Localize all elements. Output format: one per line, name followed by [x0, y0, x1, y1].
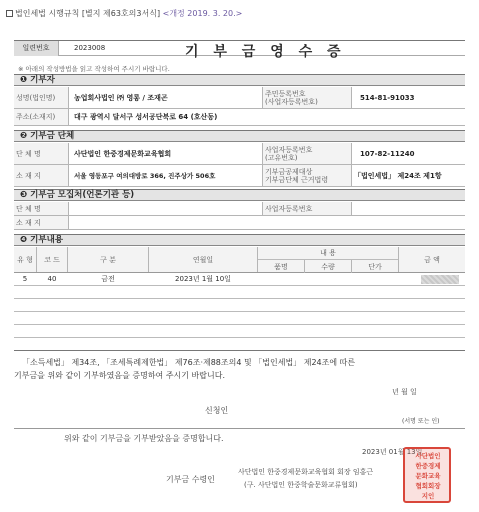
donor-name-row	[14, 87, 465, 109]
row-type: 5	[22, 275, 28, 283]
checkbox-icon	[6, 10, 13, 17]
official-seal-stamp: 사단법인 한중경제 문화교육 협회회장 지인	[403, 447, 451, 503]
donor-name-label: 성명(법인명)	[14, 87, 68, 108]
serial-label: 일련번호	[14, 41, 59, 56]
receiver-name: 사단법인 한중경제문화교육협회 회장 임홍근	[238, 468, 374, 476]
donor-section-title: ❶ 기부자	[14, 74, 465, 86]
table-row	[14, 286, 465, 299]
donor-address-row	[14, 109, 465, 126]
applicant-label: 신청인	[205, 406, 229, 415]
row-code: 40	[47, 275, 57, 283]
agency-address-row	[14, 216, 465, 230]
recipient-name-row	[14, 143, 465, 165]
recipient-address-row	[14, 165, 465, 187]
redacted-amount	[421, 275, 459, 284]
signature-note: (서명 또는 인)	[402, 418, 440, 425]
recipient-reg-label: 사업자등록번호 (고유번호)	[263, 143, 351, 164]
row-date: 2023년 1월 10일	[175, 275, 231, 283]
donor-id-label: 주민등록번호 (사업자등록번호)	[263, 87, 351, 108]
notice-text: ※ 아래의 작성방법을 읽고 작성하여 주시기 바랍니다.	[18, 65, 170, 73]
recipient-address-label: 소 재 지	[14, 165, 68, 186]
col-item: 품명	[274, 262, 288, 271]
recipient-basis-label: 기부금공제대상 기부금단체 근거법령	[263, 165, 351, 186]
recipient-basis-value: 「법인세법」 제24조 제1항	[354, 171, 442, 180]
law-reference: 법인세법 시행규칙 [별지 제63호의3서식]	[15, 9, 161, 18]
certification-text	[14, 356, 465, 382]
recipient-name-label: 단 체 명	[14, 143, 68, 164]
table-row	[14, 273, 465, 286]
donor-address-label: 주소(소재지)	[14, 109, 68, 125]
agency-section-title: ❸ 기부금 모집처(언론기관 등)	[14, 189, 465, 201]
divider	[14, 428, 465, 429]
donations-section-title: ❹ 기부내용	[14, 234, 465, 246]
recipient-name-value: 사단법인 한중경제문화교육협회	[74, 149, 172, 158]
col-date: 연월일	[192, 255, 214, 264]
receipt-date: 2023년 01월 13일	[362, 448, 423, 456]
row-category: 금전	[101, 275, 115, 283]
agency-name-label: 단 체 명	[14, 202, 68, 215]
donor-address-value: 대구 광역시 달서구 성서공단북로 64 (호산동)	[74, 113, 218, 121]
col-quantity: 수량	[321, 262, 335, 271]
receiver-former-name: (구. 사단법인 한중학술문화교류협회)	[244, 481, 358, 489]
recipient-reg-value: 107-82-11240	[360, 149, 415, 158]
table-row	[14, 325, 465, 338]
col-code: 코 드	[44, 255, 60, 264]
agency-reg-label: 사업자등록번호	[263, 202, 351, 215]
col-amount: 금 액	[424, 255, 440, 264]
donor-name-value: 농업회사법인 ㈜ 영롱 / 조재곤	[74, 93, 168, 102]
donor-id-value: 514-81-91033	[360, 93, 415, 102]
table-row	[14, 312, 465, 325]
receipt-statement: 위와 같이 기부금을 기부받았음을 증명합니다.	[64, 434, 224, 443]
agency-name-row	[14, 202, 465, 216]
recipient-address-value: 서울 영등포구 여의대방로 366, 진주상가 506호	[74, 172, 216, 180]
col-category: 구 분	[100, 255, 116, 264]
receiver-label: 기부금 수령인	[166, 475, 215, 484]
table-row	[14, 299, 465, 312]
document-title: 기 부 금 영 수 증	[185, 44, 346, 60]
col-unit-price: 단가	[368, 262, 382, 271]
recipient-section-title: ❷ 기부금 단체	[14, 130, 465, 142]
revision-date: <개정 2019. 3. 20.>	[162, 9, 243, 18]
col-type: 유 형	[17, 255, 33, 264]
agency-address-label: 소 재 지	[14, 216, 68, 229]
donations-table-header	[14, 247, 465, 273]
certification-line-2: 기부금을 위와 같이 기부하였음을 증명하여 주시기 바랍니다.	[14, 371, 225, 380]
certification-line-1: 「소득세법」 제34조, 「조세특례제한법」 제76조·제88조의4 및 「법인세법」 제24조에 따른	[22, 358, 356, 367]
col-content: 내 용	[258, 247, 398, 260]
table-row	[14, 338, 465, 351]
request-date: 년 월 일	[392, 388, 417, 396]
form-header	[6, 8, 242, 19]
serial-value: 2023008	[74, 44, 106, 52]
